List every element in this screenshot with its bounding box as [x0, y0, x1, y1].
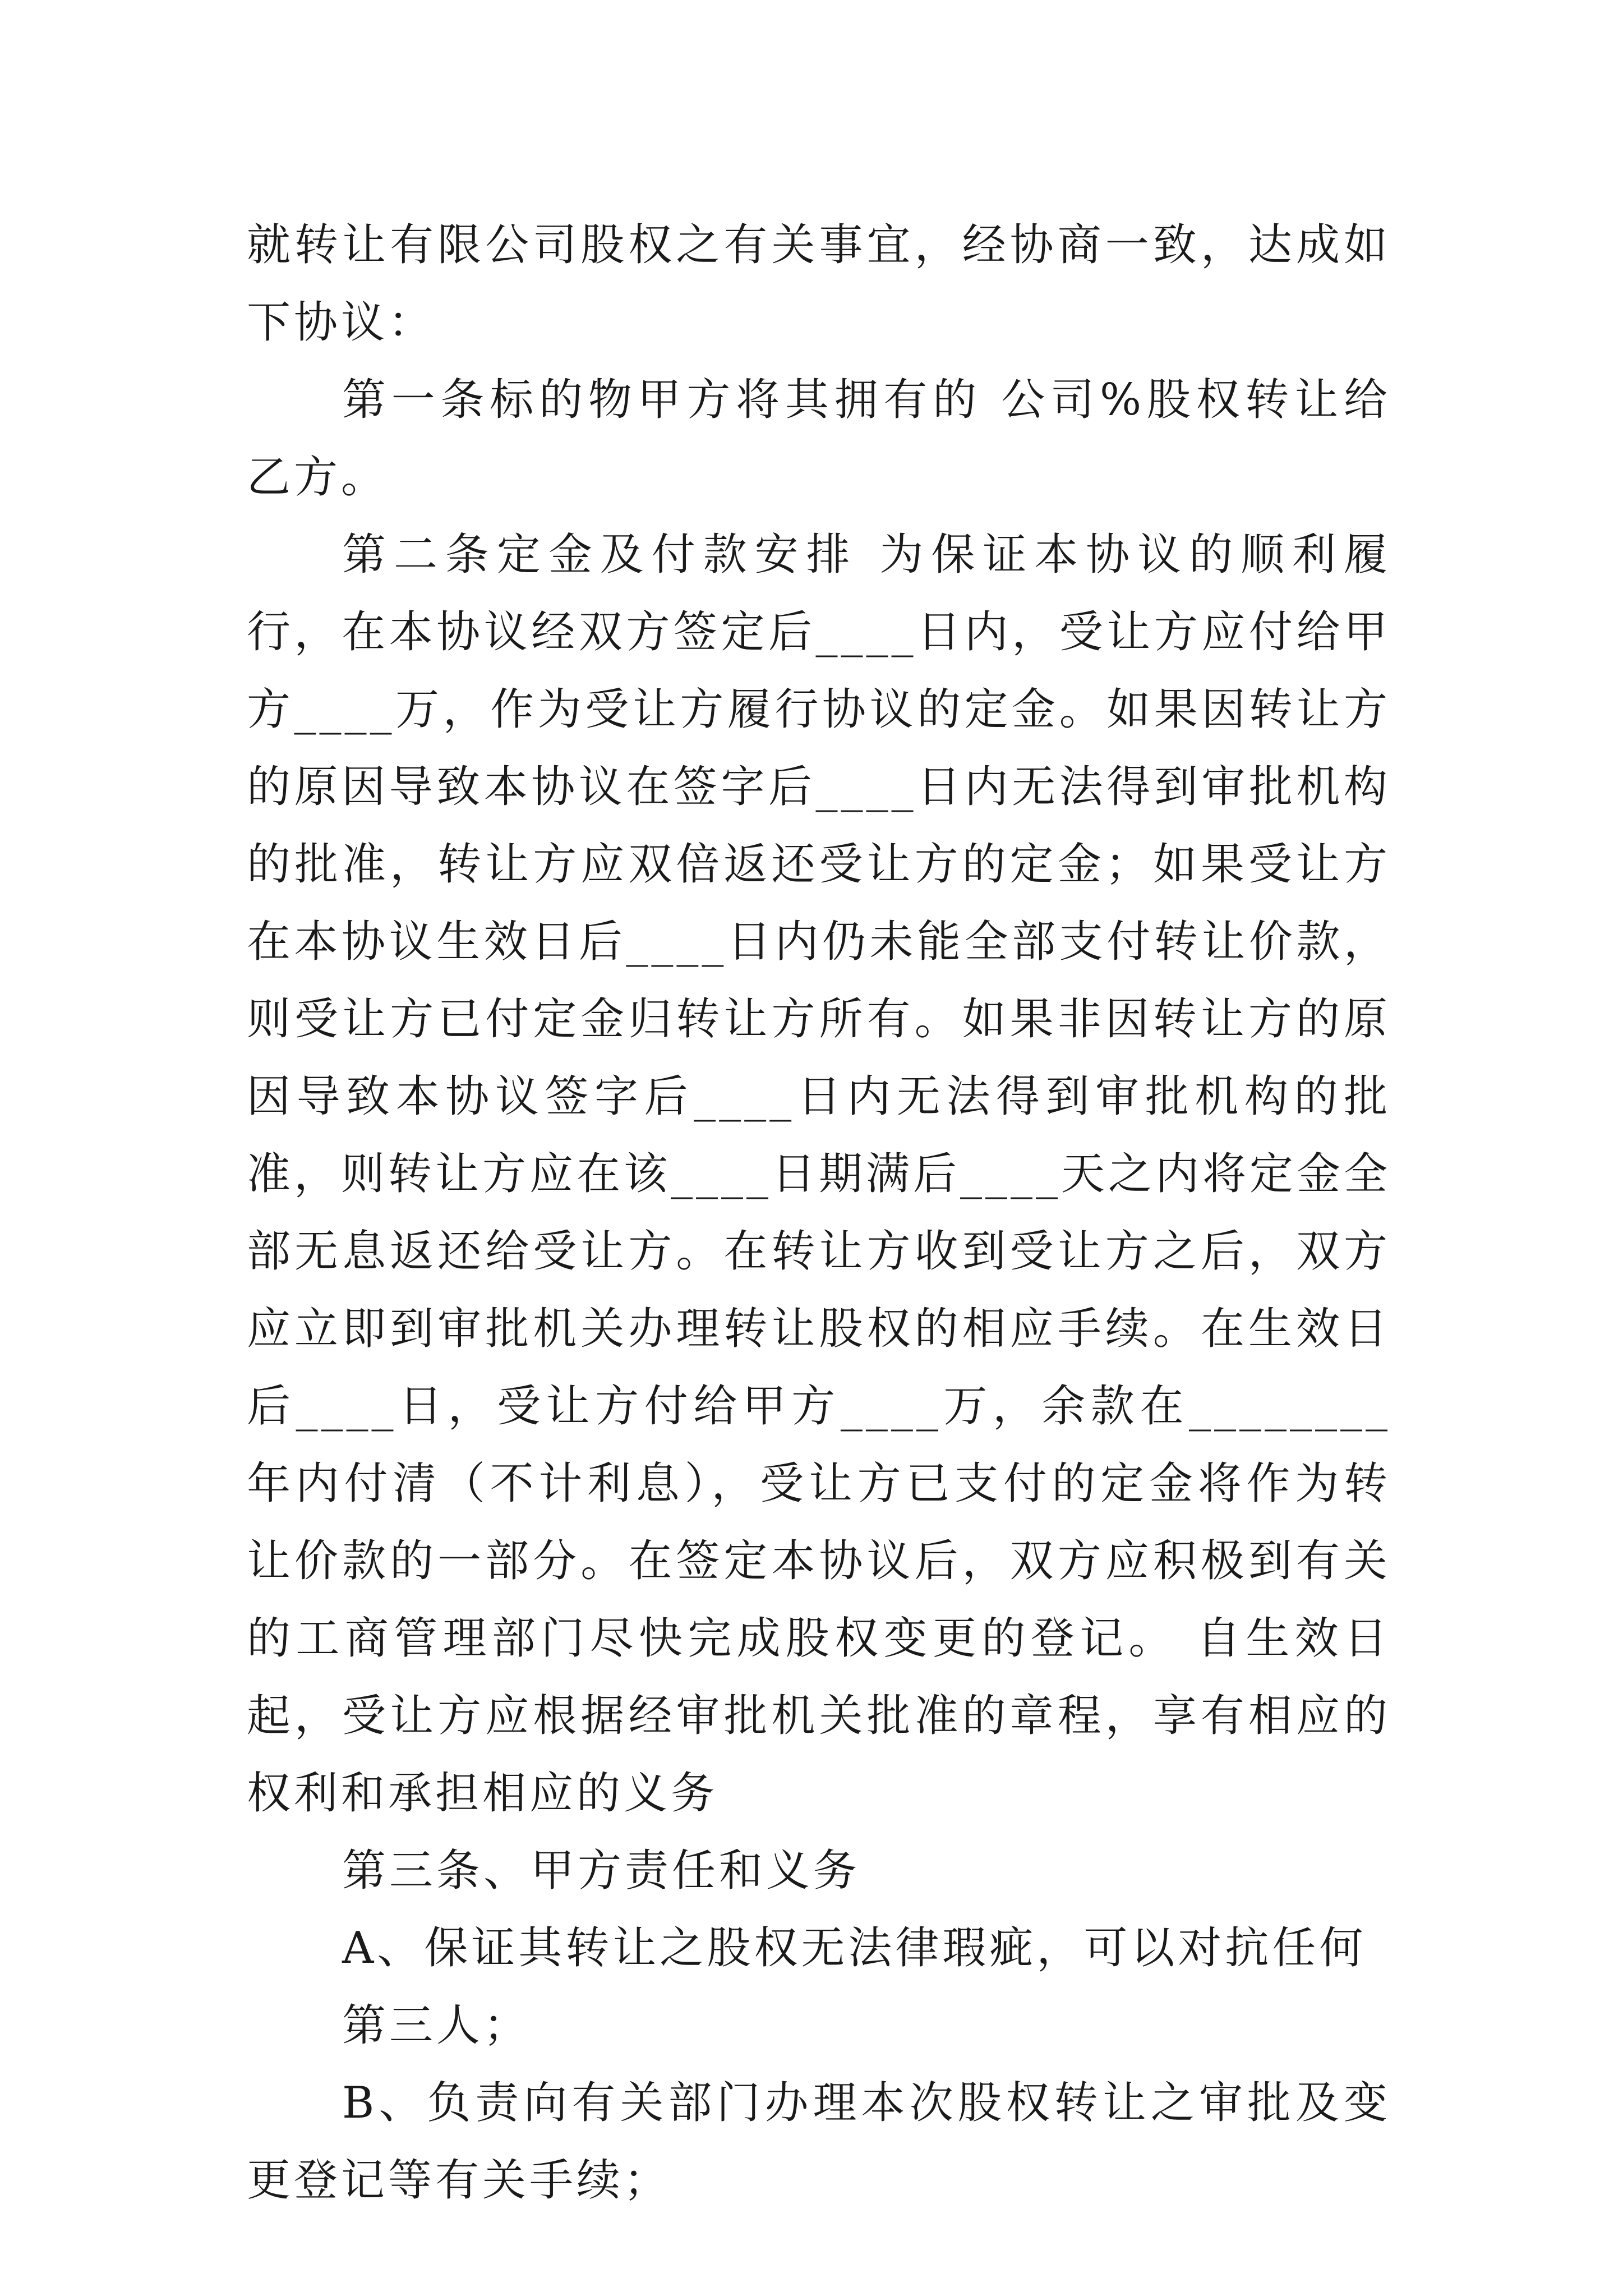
paragraph-preamble: 就转让有限公司股权之有关事宜，经协商一致，达成如下协议：: [247, 220, 1391, 348]
document-body: [247, 206, 1391, 2219]
paragraph-article-2: 第二条定金及付款安排 为保证本协议的顺利履行，在本协议经双方签定后____日内，受让方应付给甲方____万，作为受让方履行协议的定金。如果因转让方的原因导致本协议在签字后____日内无法得到审批机构的批准，转让方应双倍返还受让方的定金；如果受让方在本协议生效日后____日内仍未能全部支付转让价款，则受让方已付定金归转让方所有。如果非因转让方的原因导致本协议签字后____日内无法得到审批机构的批准，则转让方应在该____日期满后____天之内将定金全部无息返还给受让方。在转让方收到受让方之后，双方应立即到审批机关办理转让股权的相应手续。在生效日后____日，受让方付给甲方____万，余款在________年内付清（不计利息），受让方已支付的定金将作为转让价款的一部分。在签定本协议后，双方应积极到有关的工商管理部门尽快完成股权变更的登记。 自生效日起，受让方应根据经审批机关批准的章程，享有相应的权利和承担相应的义务: [247, 530, 1391, 1819]
paragraph-article-3-heading: 第三条、甲方责任和义务: [342, 1846, 861, 1896]
paragraph-article-3-item-b: B、负责向有关部门办理本次股权转让之审批及变更登记等有关手续；: [247, 2078, 1391, 2206]
paragraph-article-1: 第一条标的物甲方将其拥有的 公司%股权转让给乙方。: [247, 375, 1391, 503]
paragraph-article-3-item-a-cont: 第三人；: [342, 2000, 531, 2051]
paragraph-article-3-item-a: A、保证其转让之股权无法律瑕疵，可以对抗任何: [342, 1923, 1367, 1973]
